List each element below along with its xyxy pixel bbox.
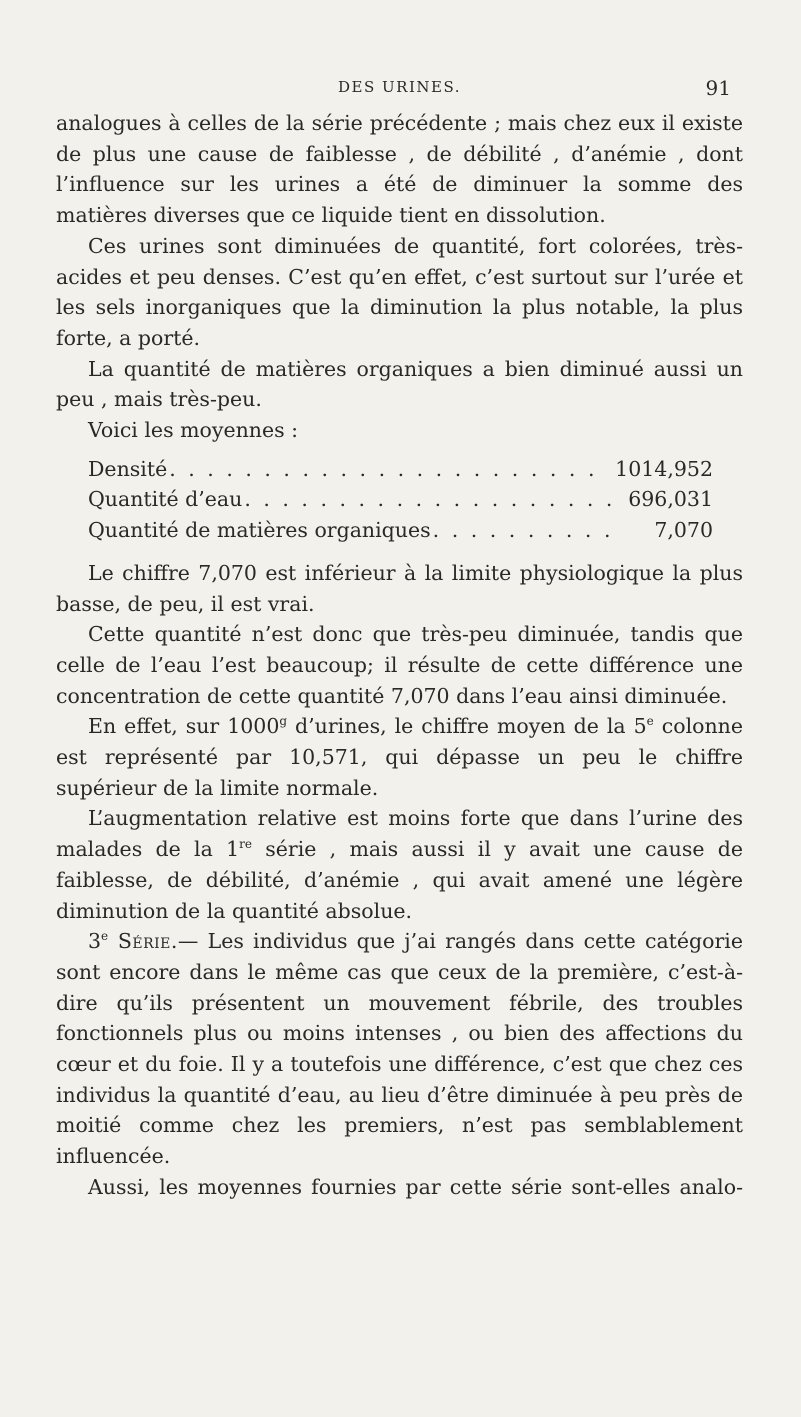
paragraph-5: Le chiffre 7,070 est inférieur à la limite physiologique la plus basse, de peu, il est vrai. [56,560,743,616]
averages-label: Quantité d’eau [88,487,243,512]
paragraph-10: Aussi, les moyennes fournies par cette série sont-elles analo- [88,1174,743,1199]
averages-label: Quantité de matières organiques [88,518,431,543]
running-head [56,76,743,100]
paragraph-7-part-b: d’urines, le chiffre moyen de la 5 [287,714,647,739]
paragraph-7-part-c: colonne est représenté par 10,571, qui dépasse un peu le chiffre supérieur de la limite normale. [56,714,743,800]
averages-row [88,454,713,485]
paragraph-9 [56,926,743,1172]
leader-dots [433,515,617,546]
paragraph-7 [56,711,743,803]
superscript-e: e [101,929,109,944]
superscript-gram: g [279,714,288,729]
paragraph-6: Cette quantité n’est donc que très-peu diminuée, tandis que celle de l’eau l’est beaucoup; il résulte de cette différence une concentration de cette quantité 7,070 dans l’eau ainsi diminuée. [56,622,743,708]
paragraph-8-part-a: L’augmentation relative est moins forte que dans l’urine des malades de la 1 [56,806,743,862]
running-title: DES URINES. [338,78,461,96]
paragraph-3: La quantité de matières organiques a bien diminué aussi un peu , mais très-peu. [56,356,743,412]
paragraph-8 [56,803,743,926]
page-number: 91 [705,76,731,100]
body-text [56,108,743,1203]
averages-value: 696,031 [628,487,713,512]
paragraph-1: analogues à celles de la série précédente ; mais chez eux il existe de plus une cause de faiblesse , de débilité , d’anémie , dont l’influence sur les urines a été de diminuer la somme des matières diverses que ce liquide tient en dissolution. [56,111,743,228]
averages-value: 1014,952 [615,456,713,481]
superscript-e: e [646,714,654,729]
leader-dots [244,484,617,515]
paragraph-2: Ces urines sont diminuées de quantité, fort colorées, très-acides et peu denses. C’est qu’en effet, c’est surtout sur l’urée et les sels inorganiques que la diminution la plus notable, la plus forte, a porté. [56,233,743,350]
section-number: 3 [88,929,102,954]
section-heading: Série. [108,929,178,954]
leader-dots [169,454,609,485]
superscript-re: re [239,837,252,852]
averages-row [88,515,713,546]
averages-label: Densité [88,456,168,481]
paragraph-4: Voici les moyennes : [88,418,299,443]
averages-row [88,484,713,515]
paragraph-8-part-b: série , mais aussi il y avait une cause de faiblesse, de débilité, d’anémie , qui avait amené une légère diminution de la quantité absolue. [56,837,743,923]
paragraph-7-part-a: En effet, sur 1000 [88,714,280,739]
averages-table [88,454,743,546]
paragraph-9-text: — Les individus que j’ai rangés dans cette catégorie sont encore dans le même cas que ceux de la première, c’est-à-dire qu’ils présentent un mouvement fébrile, des troubles fonctionnels plus ou moins intenses , ou bien des affections du cœur et du foie. Il y a toutefois une différence, c’est que chez ces individus la quantité d’eau, au lieu d’être diminuée à peu près de moitié comme chez les premiers, n’est pas semblablement influencée. [56,929,743,1169]
averages-value: 7,070 [654,518,713,543]
